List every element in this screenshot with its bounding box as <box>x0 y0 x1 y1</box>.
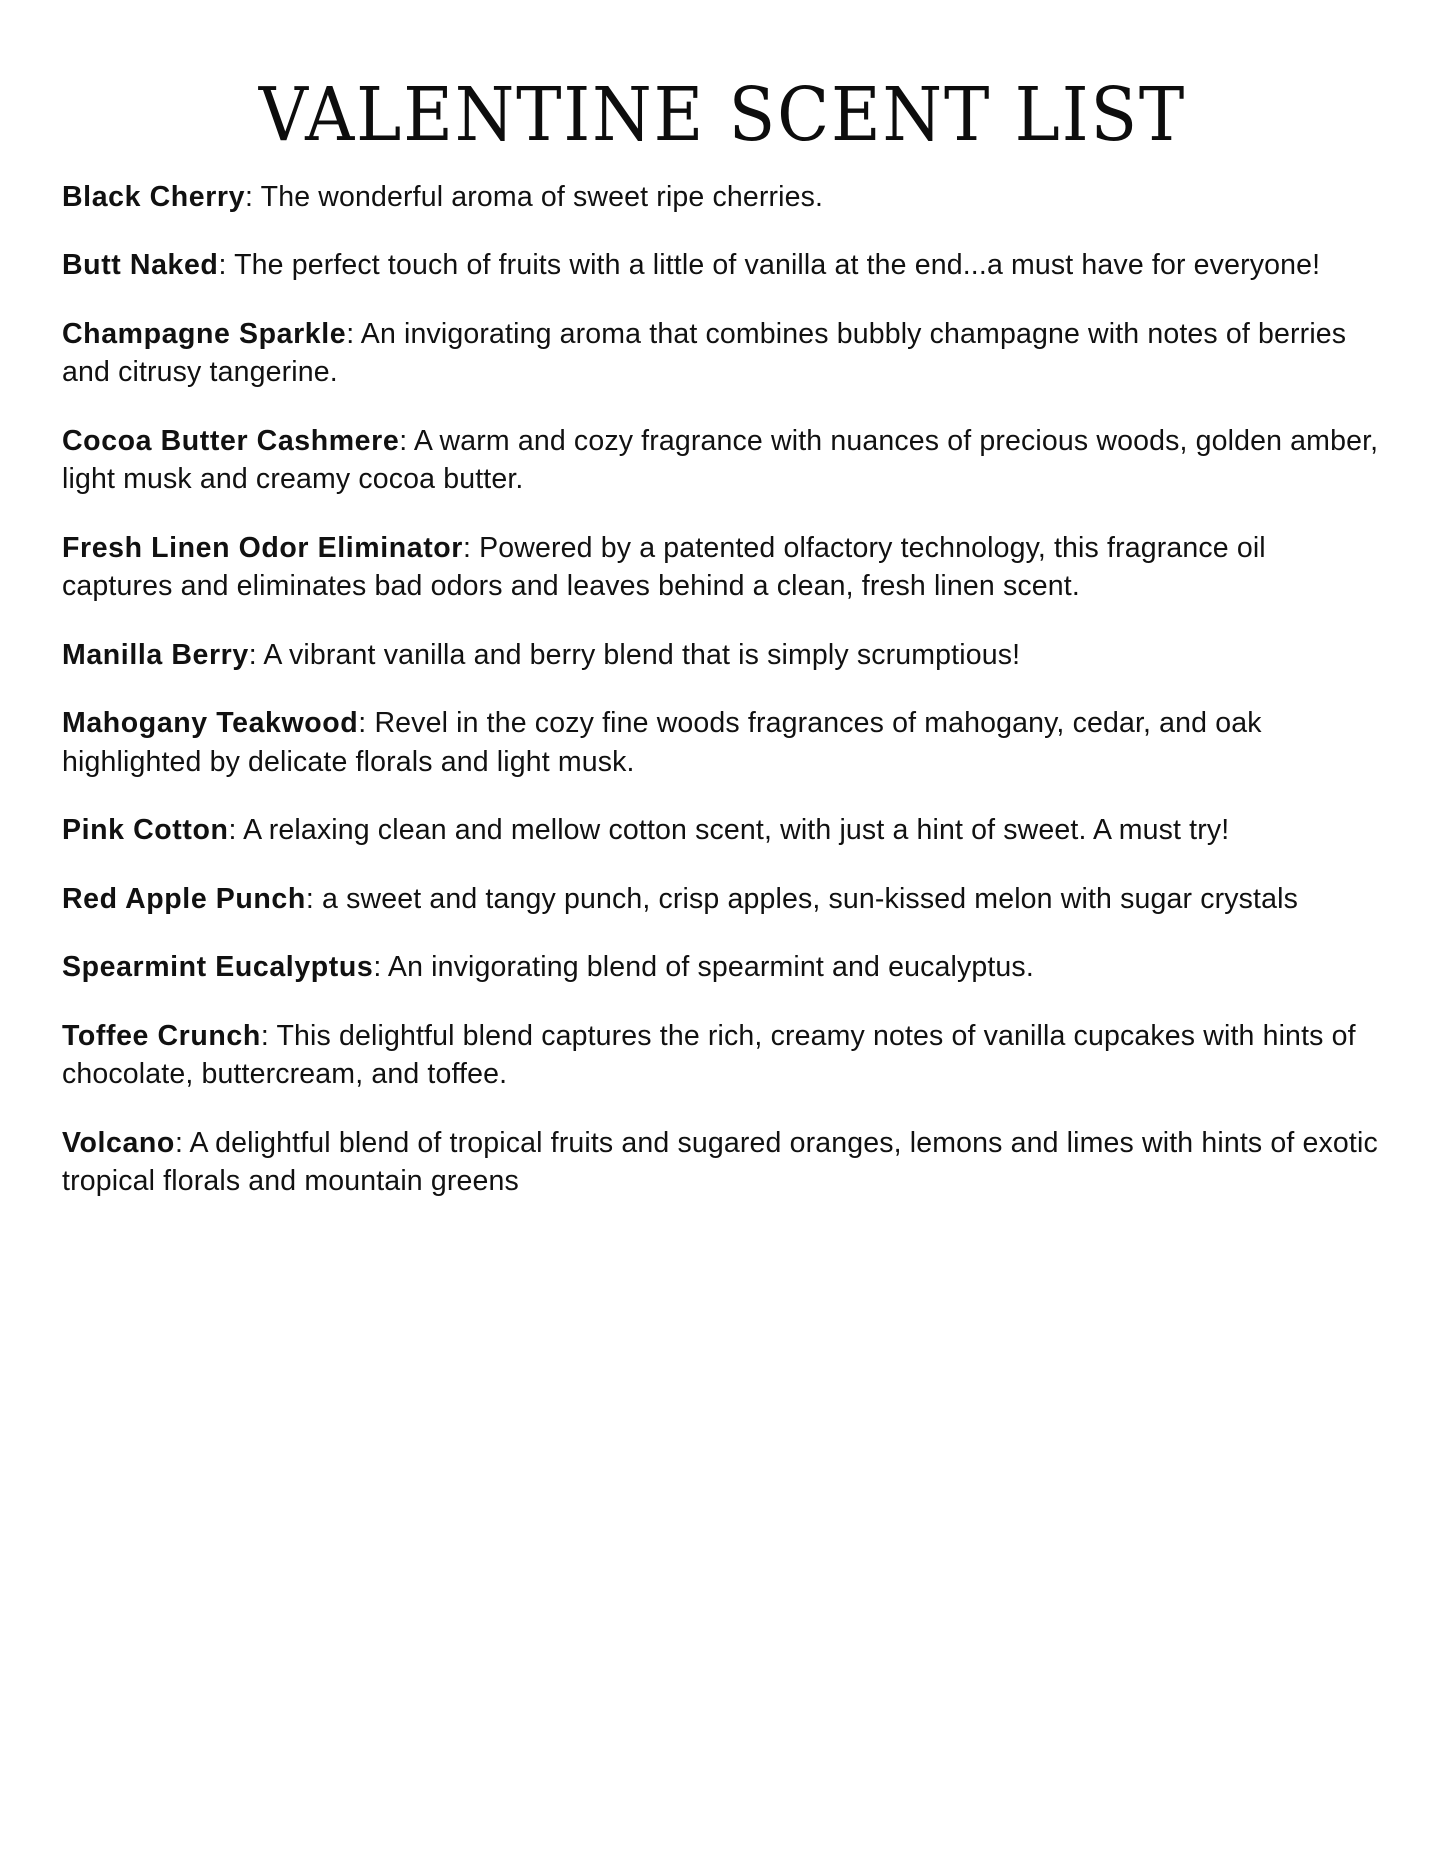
scent-list <box>62 178 1383 1200</box>
scent-separator: : <box>228 814 244 847</box>
scent-separator: : <box>218 249 235 282</box>
scent-name: Spearmint Eucalyptus <box>62 951 374 984</box>
list-item <box>62 636 1383 674</box>
list-item <box>62 704 1383 781</box>
scent-separator: : <box>358 707 375 740</box>
scent-description: A warm and cozy fragrance with nuances of precious woods, golden amber, light musk and creamy cocoa butter. <box>62 424 1379 496</box>
scent-name: Manilla Berry <box>62 638 249 671</box>
scent-name: Champagne Sparkle <box>62 317 347 350</box>
scent-description: Revel in the cozy fine woods fragrances of mahogany, cedar, and oak highlighted by delicate florals and light musk. <box>62 707 1262 778</box>
scent-separator: : <box>463 531 480 564</box>
scent-description: This delightful blend captures the rich, creamy notes of vanilla cupcakes with hints of chocolate, buttercream, and toffee. <box>62 1019 1356 1091</box>
scent-description: The perfect touch of fruits with a little of vanilla at the end...a must have for everyone! <box>234 249 1321 282</box>
scent-description: A delightful blend of tropical fruits and sugared oranges, lemons and limes with hints of exotic tropical florals and mountain greens <box>62 1126 1378 1197</box>
scent-separator: : <box>305 882 323 915</box>
list-item <box>62 811 1383 849</box>
list-item <box>62 948 1383 986</box>
list-item <box>62 1124 1383 1201</box>
scent-name: Fresh Linen Odor Eliminator <box>62 531 463 564</box>
scent-name: Toffee Crunch <box>62 1019 261 1052</box>
scent-separator: : <box>399 424 414 457</box>
scent-description: Powered by a patented olfactory technology, this fragrance oil captures and eliminates bad odors and leaves behind a clean, fresh linen scent. <box>62 531 1266 603</box>
scent-name: Volcano <box>62 1126 175 1159</box>
list-item <box>62 246 1383 284</box>
list-item <box>62 315 1383 392</box>
page-title: VALENTINE SCENT LIST <box>258 72 1187 158</box>
scent-description: A vibrant vanilla and berry blend that is simply scrumptious! <box>263 638 1021 671</box>
scent-description: An invigorating aroma that combines bubbly champagne with notes of berries and citrusy tangerine. <box>62 317 1347 389</box>
scent-description: a sweet and tangy punch, crisp apples, sun-kissed melon with sugar crystals <box>322 882 1298 915</box>
list-item <box>62 880 1383 918</box>
scent-separator: : <box>174 1126 190 1159</box>
scent-name: Black Cherry <box>62 181 246 213</box>
scent-separator: : <box>346 317 361 350</box>
list-item <box>62 178 1383 216</box>
scent-name: Cocoa Butter Cashmere <box>62 424 400 457</box>
list-item <box>62 1017 1383 1094</box>
scent-name: Butt Naked <box>62 249 219 282</box>
scent-name: Mahogany Teakwood <box>62 707 359 740</box>
scent-separator: : <box>245 181 261 213</box>
scent-name: Red Apple Punch <box>62 882 306 915</box>
scent-description: A relaxing clean and mellow cotton scent, with just a hint of sweet. A must try! <box>243 814 1230 847</box>
list-item <box>62 529 1383 606</box>
scent-name: Pink Cotton <box>62 814 229 847</box>
scent-separator: : <box>260 1019 277 1052</box>
scent-description: The wonderful aroma of sweet ripe cherries. <box>260 181 824 213</box>
list-item <box>62 422 1383 499</box>
scent-separator: : <box>373 951 388 984</box>
scent-separator: : <box>248 638 264 671</box>
scent-description: An invigorating blend of spearmint and eucalyptus. <box>387 951 1034 984</box>
